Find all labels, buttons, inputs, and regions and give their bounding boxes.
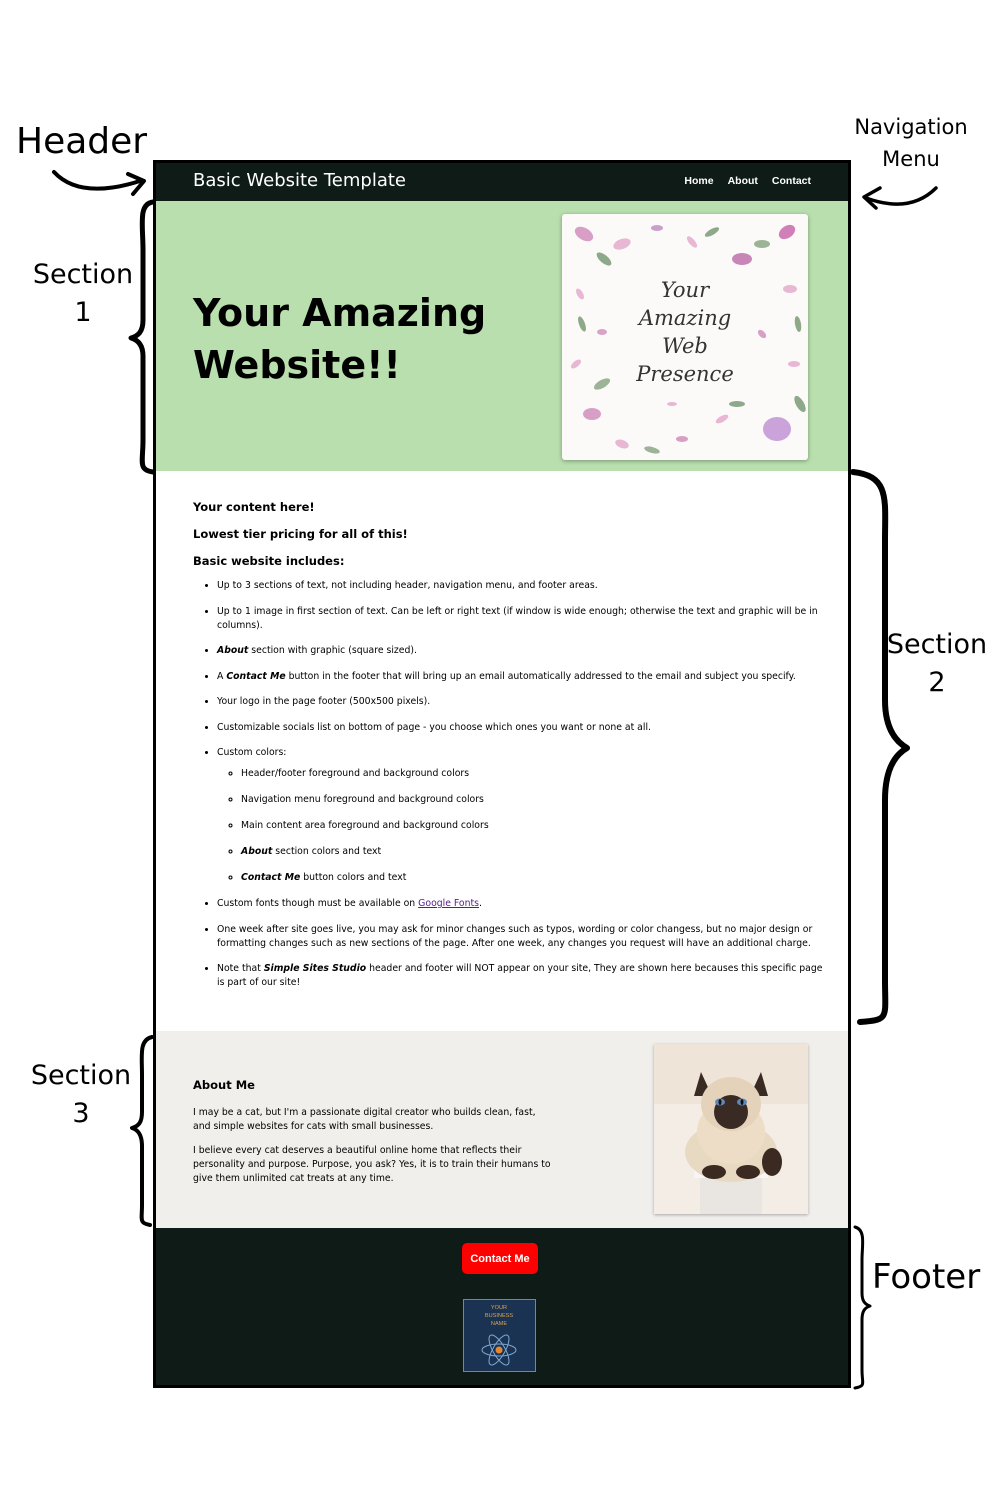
- annotation-nav-line1: Navigation: [854, 115, 968, 139]
- about-heading: About Me: [193, 1078, 255, 1092]
- section-3-brace: [132, 1037, 152, 1225]
- item-emphasis: Contact Me: [226, 670, 286, 682]
- about-paragraph-2: I believe every cat deserves a beautiful online home that reflects their personality and purpose. Purpose, you ask? Yes, it is to train their humans to give them unlimited cat treats at any time.: [193, 1145, 551, 1184]
- caption-line-1: Your: [660, 278, 710, 302]
- item-text: section colors and text: [272, 846, 382, 857]
- item-text: button in the footer that will bring up an email automatically addressed to the email and subject you specify.: [285, 670, 796, 682]
- annotation-s1-line1: Section: [32, 259, 134, 290]
- item-text: One week after site goes live, you may ask for minor changes such as typos, wording or color changess, but no major design or formatting changes such as new sections of the page. After one week, any changes you request will have an additional charge.: [217, 923, 813, 949]
- lead-line-3: Basic website includes:: [193, 554, 345, 568]
- lead-line-1: Your content here!: [193, 500, 315, 514]
- site-title: Basic Website Template: [193, 170, 406, 191]
- annotation-s2-line1: Section: [886, 629, 988, 660]
- item-emphasis: About: [217, 645, 249, 656]
- hero-title-line2: Website!!: [193, 343, 401, 388]
- annotation-s2-line2: 2: [928, 666, 946, 698]
- item-text: header and footer will NOT appear on your site, They are shown here becauses this specific page is part of our site!: [217, 963, 823, 988]
- contact-me-button[interactable]: Contact Me: [462, 1243, 538, 1274]
- annotation-s1-line2: 1: [74, 296, 92, 328]
- caption-line-4: Presence: [636, 362, 734, 386]
- item-text: Up to 3 sections of text, not including header, navigation menu, and footer areas.: [217, 580, 598, 591]
- item-text: Your logo in the page footer (500x500 pixels).: [217, 696, 431, 707]
- logo-text-line1: YOUR: [490, 1305, 508, 1311]
- annotation-s3-line2: 3: [72, 1097, 90, 1129]
- item-emphasis: About: [241, 846, 273, 857]
- annotation-s3-line1: Section: [30, 1060, 132, 1091]
- item-text: Main content area foreground and background colors: [241, 820, 489, 831]
- logo-text-line2: BUSINESS: [484, 1313, 514, 1319]
- logo-text-line3: NAME: [490, 1321, 508, 1327]
- annotation-footer: Footer: [872, 1257, 981, 1297]
- google-fonts-link[interactable]: Google Fonts: [418, 898, 479, 909]
- footer-brace: [855, 1227, 870, 1388]
- nav-arrowhead: [864, 188, 880, 208]
- about-paragraph-1: I may be a cat, but I'm a passionate digital creator who builds clean, fast, and simple websites for cats with small businesses.: [193, 1107, 536, 1132]
- section-1-brace: [131, 202, 153, 472]
- item-emphasis: Simple Sites Studio: [263, 963, 367, 974]
- item-text: button colors and text: [300, 872, 407, 883]
- hero-title-line1: Your Amazing: [193, 291, 487, 335]
- item-text: Header/footer foreground and background colors: [241, 768, 470, 779]
- section-2-brace: [853, 472, 907, 1022]
- item-text: A: [217, 670, 227, 682]
- lead-line-2: Lowest tier pricing for all of this!: [193, 527, 408, 541]
- item-text: Up to 1 image in first section of text. Can be left or right text (if window is wide enough; otherwise the text and graphic will be in columns).: [217, 605, 818, 631]
- caption-line-3: Web: [662, 334, 708, 358]
- nav-contact[interactable]: Contact: [771, 175, 811, 187]
- item-text: Customizable socials list on bottom of page - you choose which ones you want or none at all.: [217, 721, 651, 733]
- item-text: Note that: [217, 963, 264, 974]
- annotation-header: Header: [16, 121, 148, 162]
- item-text: Custom fonts though must be available on: [217, 898, 419, 909]
- item-text: .: [479, 898, 482, 909]
- item-text: Custom colors:: [217, 747, 287, 758]
- nav-home[interactable]: Home: [684, 175, 714, 187]
- item-text: Navigation menu foreground and background colors: [241, 794, 484, 805]
- caption-line-2: Amazing: [638, 306, 732, 330]
- item-text: section with graphic (square sized).: [248, 645, 418, 656]
- annotation-nav-line2: Menu: [882, 146, 940, 171]
- item-emphasis: Contact Me: [241, 872, 301, 883]
- nav-about[interactable]: About: [727, 175, 758, 187]
